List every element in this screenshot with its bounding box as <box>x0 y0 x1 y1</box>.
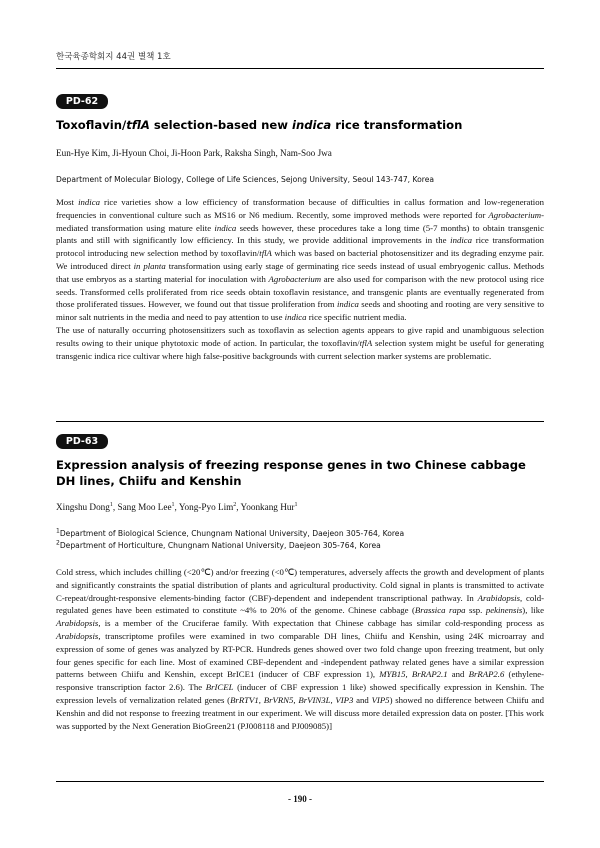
header-rule <box>56 68 544 69</box>
abstract-badge: PD-62 <box>56 94 108 109</box>
title-part: indica <box>292 118 332 132</box>
author-name: Sang Moo Lee <box>117 502 172 512</box>
footer-rule <box>56 781 544 782</box>
title-part: rice transformation <box>331 118 463 132</box>
title-part: Toxoflavin/ <box>56 118 127 132</box>
author-name: Yoonkang Hur <box>240 502 295 512</box>
affiliation: $^2$Department of Horticulture, Chungnam National University, Daejeon 305-764, Korea <box>56 539 381 550</box>
abstract-paragraph: Cold stress, which includes chilling (<20℃) and/or freezing (<0℃) temperatures, adversely affects the growth and development of plants and significantly constraints the spatial distribution of plants and agricultural productivity. Cold signal in plants is transmitted to activate C-repeat/drought-responsive elements-binding factor (CBF)-dependent and independent transcriptional pathway. In Arabidopsis, cold-regulated genes have been estimated to constitute ~4% to 20% of the genome. Chinese cabbage (Brassica rapa ssp. pekinensis), like Arabidopsis, is a member of the Cruciferae family. With expectation that Chinese cabbage has similar cold-responding process as Arabidopsis, transcriptome profiles were examined in two comparable DH lines, Chiifu and Kenshin, using 24K microarray and expression of some of genes was analyzed by RT-PCR. Hundreds genes showed over two fold change upon freezing treatment, but only four genes specific for each line. Most of examined CBF-dependent and -independent pathway related genes have a similar expression patterns between Chiifu and Kenshin, except BrICE1 (inducer of CBF expression 1), MYB15, BrRAP2.1 and BrRAP2.6 (ethylene-responsive transcription factor 2.6). The BrICEL (inducer of CBF expression 1 like) showed specifically expression in Kenshin. The expression levels of vernalization related genes (BrRTV1, BrVRN5, BrVIN3L, VIP3 and VIP5) showed no difference between Chiifu and Kenshin and did not response to freezing treatment in our experiment. We will discuss more detailed expression data on poster. [This work was supported by the Next Generation BioGreen21 (PJ008118 and PJ009085)] <box>56 567 545 731</box>
abstract-badge: PD-63 <box>56 434 108 449</box>
author-name: Yong-Pyo Lim <box>178 502 234 512</box>
affiliation-list <box>56 528 546 552</box>
journal-header: 한국육종학회지 44권 별책 1호 <box>56 52 171 62</box>
title-part: selection-based new <box>149 118 293 132</box>
author-name: Xingshu Dong <box>56 502 110 512</box>
abstract-paragraph: Most indica rice varieties show a low efficiency of transformation because of difficulties in callus formation and low-regeneration frequencies in conventional culture such as MS16 or N6 medium. Recently, some improved methods were reported for Agrobacterium-mediated transformation using mature elite indica seeds however, these procedures take a long time (5-7 months) to obtain transgenic plants and still with significantly low efficiency. In this study, we provide additional improvements in the indica rice transformation protocol introducing new selection method by toxoflavin/tflA which was based on bacterial photosensitizer and its degrading enzyme pair. We introduced direct in planta transformation using early stage of germinating rice seeds instead of usual embryogenic callus. Methods that use embryos as a starting material for inoculation with Agrobacterium are also used for comparison with the new protocol using rice seeds. Transformed cells proliferated from rice seeds obtain toxoflavin resistance, and transgenic plants are eventually regenerated from those proliferated tissues. However, we found out that tissue proliferation from indica seeds and shooting and rooting are very sensitive to minor salt nutrients in the media and need to pay attention to use indica rice specific nutrient media. <box>56 197 545 323</box>
affiliation: $^1$Department of Biological Science, Chungnam National University, Daejeon 305-764, Korea <box>56 527 405 538</box>
page-number: - 190 - <box>288 794 312 804</box>
abstract-title: Expression analysis of freezing response genes in two Chinese cabbage DH lines, Chiifu and Kenshin <box>56 458 526 488</box>
abstract-paragraph: The use of naturally occurring photosensitizers such as toxoflavin as selection agents appears to give rapid and unambiguous selection results owing to their unique phytotoxic mode of action. In particular, the toxoflavin/tflA selection system might be useful for generating transgenic indica rice cultivar where high false-positive backgrounds with current selection marker systems are problematic. <box>56 324 544 361</box>
title-part: tflA <box>126 118 150 132</box>
abstract-title <box>56 118 546 134</box>
abstract-body <box>56 566 544 732</box>
abstract-body <box>56 196 544 362</box>
affiliation: Department of Molecular Biology, College of Life Sciences, Sejong University, Seoul 143-747, Korea <box>56 175 435 184</box>
section-divider <box>56 421 544 422</box>
author-list: Eun-Hye Kim, Ji-Hyoun Choi, Ji-Hoon Park, Raksha Singh, Nam-Soo Jwa <box>56 148 332 158</box>
author-list: Xingshu Dong$^1$, Sang Moo Lee$^1$, Yong-Pyo Lim$^2$, Yoonkang Hur$^1$ <box>56 501 298 512</box>
